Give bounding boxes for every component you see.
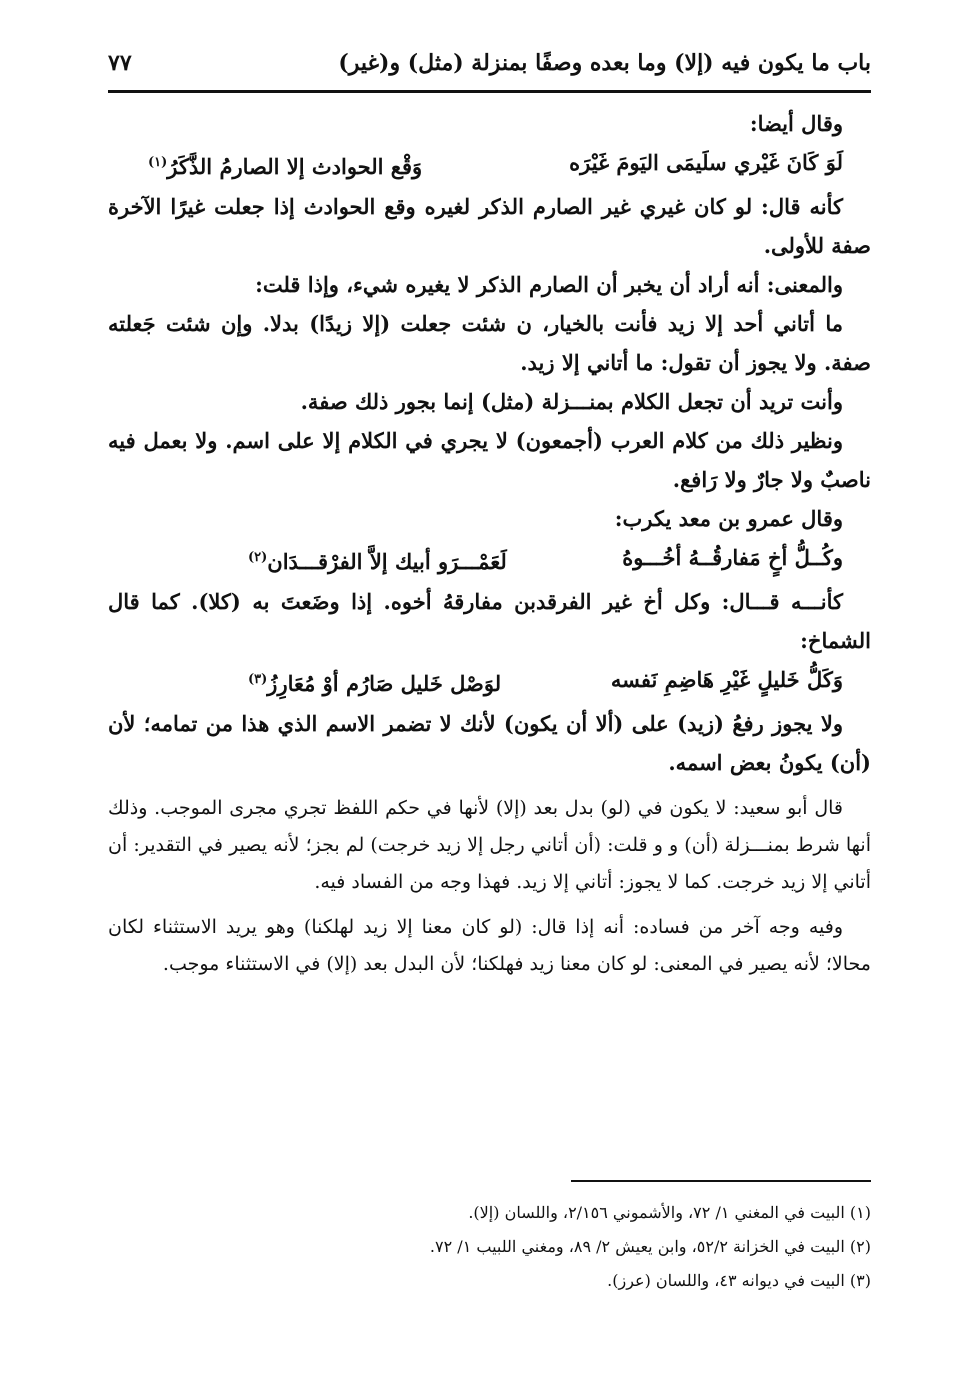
verse-3 xyxy=(108,660,871,704)
page-number: ٧٧ xyxy=(108,50,132,76)
page-body xyxy=(108,104,871,983)
verse-2 xyxy=(108,538,871,582)
paragraph-4: ما أتاني أحد إلا زيد فأنت بالخيار، ن شئت جعلت (إلا زيدًا) بدلا. وإن شئت جَعلته صفة. ولا يجوز أن تقول: ما أتاني إلا زيد. xyxy=(108,311,871,375)
paragraph-5: وأنت تريد أن تجعل الكلام بمنـــزلة (مثل) إنما بجور ذلك صفة. xyxy=(300,389,843,414)
paragraph-6: ونظير ذلك من كلام العرب (أجمعون) لا يجري في الكلام إلا على اسم. ولا بعمل فيه ناصبٌ ولا جارٌ ولا رَافع. xyxy=(108,428,871,492)
footnote-rule xyxy=(571,1180,871,1182)
footnote-1: (١) البيت في المغني ١/ ٧٢، والأشموني ٢/١٥٦، واللسان (إلا). xyxy=(468,1203,871,1222)
verse-1-second-hemistich: وَقْع الحوادث إلا الصارمُ الذَّكَرُ xyxy=(167,154,423,179)
paragraph-7: وقال عمرو بن معد يكرب: xyxy=(614,506,843,531)
running-title: باب ما يكون فيه (إلا) وما بعده وصفًا بمنزلة (مثل) و(غير) xyxy=(338,50,871,76)
verse-1-first-hemistich: لَوَ كَانَ غَيْري سلَيمَى اليَومَ غَيْرَه xyxy=(569,150,843,175)
footnote-3: (٣) البيت في ديوانه ٤٣، واللسان (عرز). xyxy=(607,1271,871,1290)
paragraph-3: والمعنى: أنه أراد أن يخبر أن الصارم الذكر لا يغيره شيء، وإذا قلت: xyxy=(255,272,843,297)
paragraph-8: كأنـــه قـــال: وكل أخ غير الفرقدبن مفارقهُ أخوه. إذا وضَعتَ به (كلا). كما قال الشماخ: xyxy=(108,589,871,653)
verse-1-second-hemistich-wrap xyxy=(148,143,422,187)
paragraph-10: قال أبو سعيد: لا يكون في (لو) بدل بعد (إلا) لأنها في حكم اللفظ تجري مجرى الموجب. وذلك أنها شرط بمنـــزلة (أن) و و قلت: (أن أتاني رجل إلا زيد خرجت) لم بجز؛ لأنه يصير في التقدير: أن أتاني إلا زيد خرجت. كما لا يجوز: أتاني إلا زيد. فهذا وجه من الفساد فيه. xyxy=(108,797,871,893)
verse-3-first-hemistich: وَكَلُّ خَليلٍ غَيْرِ هَاضِمِ نَفسه xyxy=(610,667,843,692)
verse-2-first-hemistich: وكُــلُّ أخٍ مَفارقُــهُ أخُـــوهُ xyxy=(622,545,843,570)
paragraph-9: ولا يجوز رفعُ (زيد) على (ألا أن يكون) لأنك لا تضمر الاسم الذي هذا من تمامه؛ لأن (أن) يكونُ بعض اسمه. xyxy=(108,711,871,775)
paragraph-11: وفيه وجه آخر من فساده: أنه إذا قال: (لو كان معنا إلا زيد لهلكنا) وهو يريد الاستثناء لكان محالا؛ لأنه يصير في المعنى: لو كان معنا زيد فهلكنا؛ لأن البدل بعد (إلا) في الاستثناء موجب. xyxy=(108,916,871,975)
verse-2-second-hemistich: لَعَمْـــرَو أبيك إلاَّ الفرْقـــدَان xyxy=(267,549,507,574)
verse-3-second-hemistich-wrap xyxy=(248,660,501,704)
footnote-2: (٢) البيت في الخزانة ٥٢/٢، وابن يعيش ٢/ ٨٩، ومغني اللبيب ١/ ٧٢. xyxy=(429,1237,871,1256)
header-rule xyxy=(108,90,871,93)
paragraph-2: كأنه قال: لو كان غيري غير الصارم الذكر لغيره وقع الحوادث إذا جعلت غيرًا الآخرة صفة للأولى. xyxy=(108,194,871,258)
verse-3-second-hemistich: لوَصْل خَليل صَارُم أوْ مُعَارِزُ xyxy=(267,671,502,696)
verse-1 xyxy=(108,143,871,187)
verse-2-second-hemistich-wrap xyxy=(248,538,507,582)
footnotes xyxy=(108,1196,871,1298)
page-header xyxy=(108,38,871,88)
footnote-ref-1: (١) xyxy=(148,155,168,170)
footnote-ref-3: (٣) xyxy=(248,672,268,687)
paragraph-1: وقال أيضا: xyxy=(749,111,843,136)
footnote-ref-2: (٢) xyxy=(248,550,268,565)
